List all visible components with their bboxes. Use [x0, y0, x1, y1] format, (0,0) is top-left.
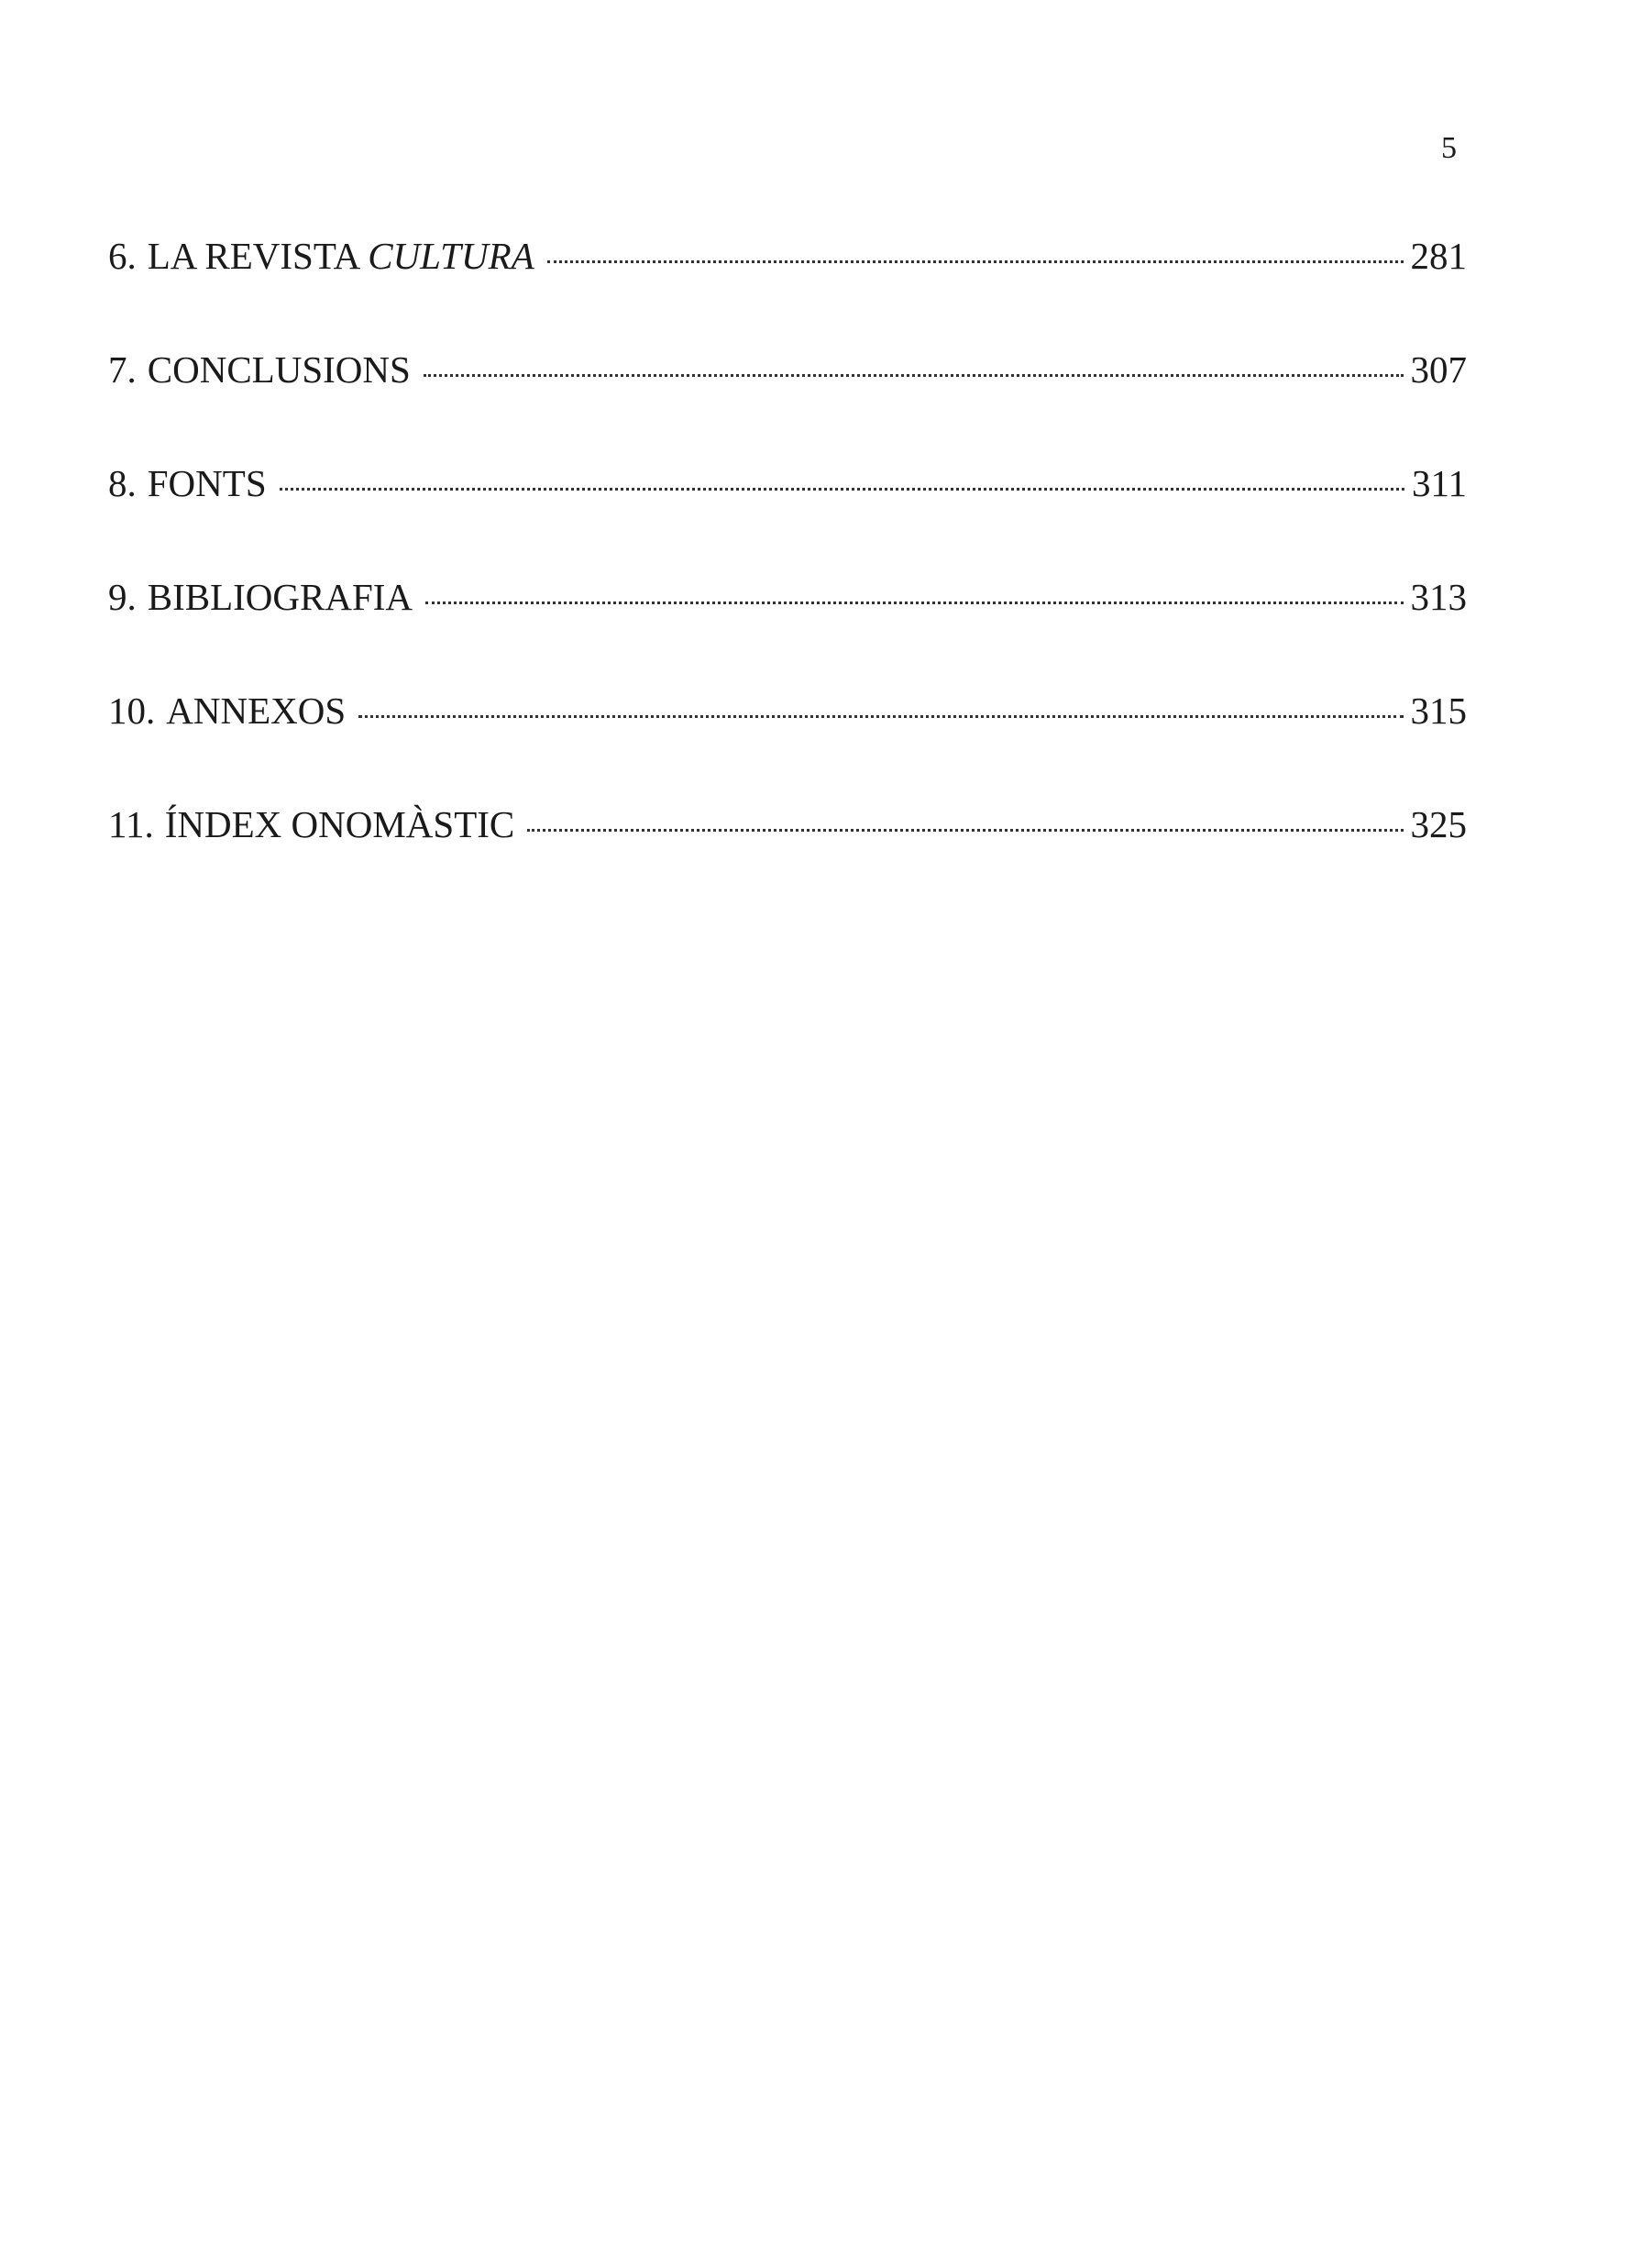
page-number: 5: [1441, 131, 1457, 165]
toc-entry-8[interactable]: [108, 459, 1467, 507]
toc-entry-title: ANNEXOS: [166, 690, 347, 732]
toc-entry-10[interactable]: [108, 687, 1467, 734]
toc-entry-6[interactable]: [108, 232, 1467, 280]
dot-leader: [280, 488, 1404, 491]
toc-entry-page: 307: [1410, 348, 1467, 391]
dot-leader: [358, 715, 1403, 718]
toc-entry-title: LA REVISTA: [147, 235, 369, 277]
toc-entry-page: 311: [1412, 462, 1467, 504]
dot-leader: [425, 601, 1403, 604]
toc-entry-label: [108, 573, 413, 621]
toc-entry-title-italic: CULTURA: [368, 235, 534, 277]
toc-entry-page: 325: [1410, 803, 1467, 845]
toc-entry-7[interactable]: [108, 346, 1467, 393]
toc-entry-number: 7.: [108, 348, 137, 391]
toc-entry-label: [108, 687, 346, 734]
toc-entry-label: [108, 232, 534, 280]
toc-entry-page: 281: [1410, 235, 1467, 277]
dot-leader: [547, 260, 1404, 263]
toc-entry-title: FONTS: [147, 462, 267, 504]
toc-entry-number: 6.: [108, 235, 137, 277]
toc-entry-title: ÍNDEX ONOMÀSTIC: [164, 803, 515, 845]
toc-entry-number: 10.: [108, 690, 156, 732]
toc-entry-title: BIBLIOGRAFIA: [147, 576, 413, 618]
toc-entry-9[interactable]: [108, 573, 1467, 621]
dot-leader: [527, 829, 1403, 832]
dot-leader: [424, 374, 1404, 377]
toc-entry-page: 315: [1410, 690, 1467, 732]
toc-entry-number: 8.: [108, 462, 137, 504]
toc-entry-label: [108, 800, 514, 848]
toc-entry-number: 9.: [108, 576, 137, 618]
toc-entry-page: 313: [1410, 576, 1467, 618]
toc-entry-number: 11.: [108, 803, 154, 845]
toc-entry-label: [108, 346, 411, 393]
toc-entry-title: CONCLUSIONS: [147, 348, 411, 391]
toc-entry-11[interactable]: [108, 800, 1467, 848]
toc-entry-label: [108, 459, 267, 507]
